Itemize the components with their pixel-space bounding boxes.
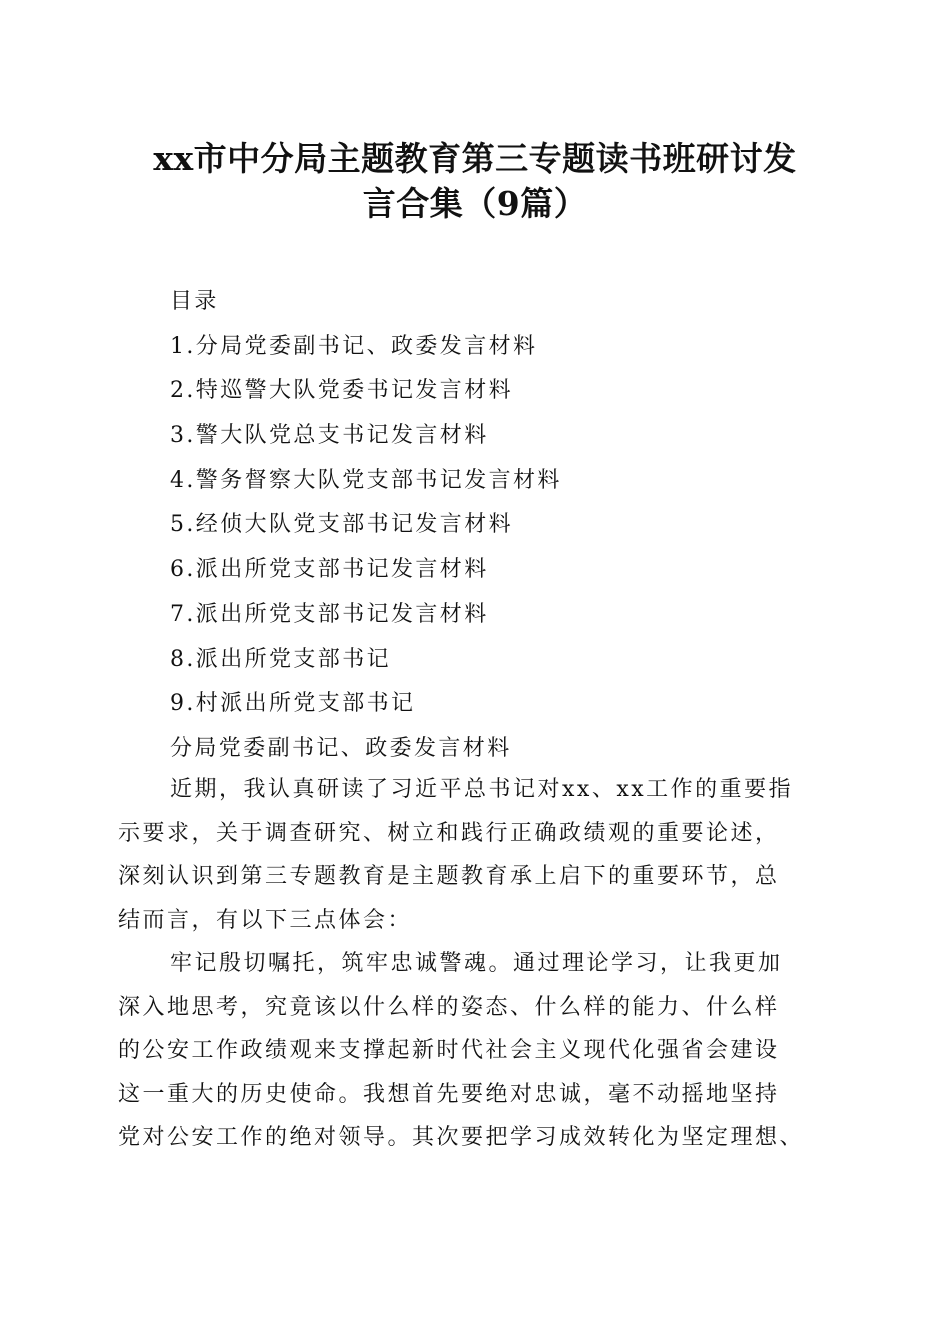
document-title (100, 136, 850, 226)
paragraph-line: 深入地思考，究竟该以什么样的姿态、什么样的能力、什么样 (118, 994, 780, 1020)
toc-item: 1.分局党委副书记、政委发言材料 (170, 333, 538, 359)
section-heading: 分局党委副书记、政委发言材料 (170, 735, 512, 761)
paragraph-line: 的公安工作政绩观来支撑起新时代社会主义现代化强省会建设 (118, 1038, 780, 1063)
paragraph-line: 牢记殷切嘱托，筑牢忠诚警魂。通过理论学习，让我更加 (170, 951, 783, 976)
title-line-2: 言合集（9篇） (362, 184, 588, 223)
toc-item: 3.警大队党总支书记发言材料 (170, 423, 489, 449)
paragraph-line: 近期，我认真研读了习近平总书记对xx、xx工作的重要指 (170, 777, 794, 802)
toc-item: 2.特巡警大队党委书记发言材料 (170, 378, 513, 404)
toc-item: 7.派出所党支部书记发言材料 (170, 601, 489, 627)
toc-item: 6.派出所党支部书记发言材料 (170, 557, 489, 583)
paragraph-line: 这一重大的历史使命。我想首先要绝对忠诚，毫不动摇地坚持 (118, 1081, 780, 1107)
title-line-1: xx市中分局主题教育第三专题读书班研讨发 (153, 139, 797, 178)
toc-item: 9.村派出所党支部书记 (170, 691, 416, 717)
toc-heading: 目录 (170, 289, 219, 314)
toc-item: 8.派出所党支部书记 (170, 646, 391, 672)
paragraph-line: 深刻认识到第三专题教育是主题教育承上启下的重要环节，总 (118, 864, 780, 889)
body-text (118, 768, 838, 1160)
table-of-contents (170, 280, 870, 772)
paragraph-line: 结而言，有以下三点体会： (118, 907, 413, 933)
toc-item: 5.经侦大队党支部书记发言材料 (170, 512, 513, 538)
paragraph-line: 党对公安工作的绝对领导。其次要把学习成效转化为坚定理想、 (118, 1125, 805, 1150)
paragraph-line: 示要求，关于调查研究、树立和践行正确政绩观的重要论述， (118, 820, 780, 846)
toc-item: 4.警务督察大队党支部书记发言材料 (170, 467, 562, 493)
